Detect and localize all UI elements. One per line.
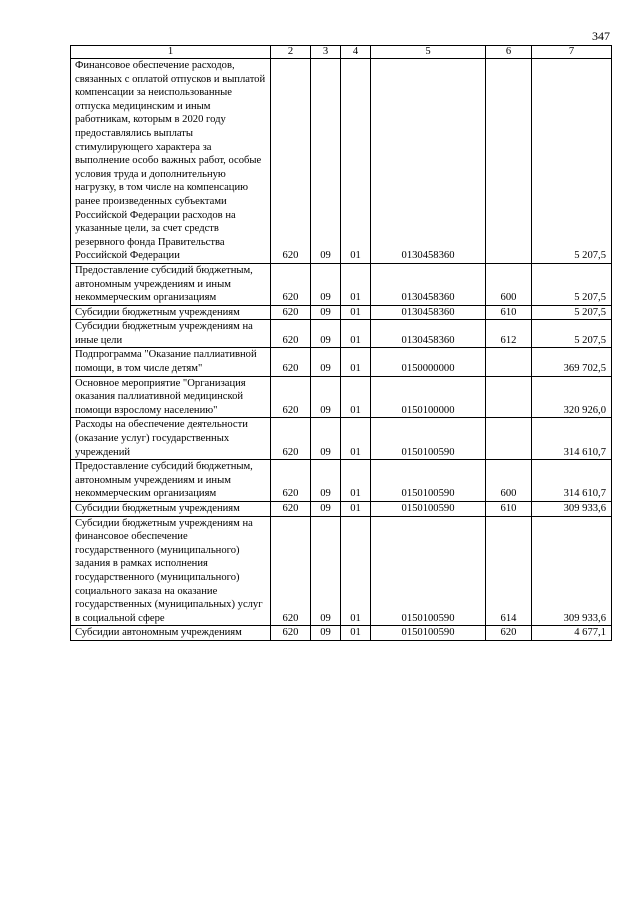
row-amount: 4 677,1 [532,626,612,641]
row-amount: 314 610,7 [532,418,612,460]
header-cell-4: 4 [341,46,371,59]
table-row [71,348,612,376]
row-section: 09 [311,59,341,264]
row-amount: 5 207,5 [532,305,612,320]
row-subsection: 01 [341,305,371,320]
row-amount: 369 702,5 [532,348,612,376]
header-cell-3: 3 [311,46,341,59]
row-ministry: 620 [271,418,311,460]
row-section: 09 [311,320,341,348]
row-name: Предоставление субсидий бюджетным, автономным учреждениям и иным некоммерческим организациям [71,263,271,305]
row-expense-type: 610 [486,305,532,320]
header-cell-5: 5 [371,46,486,59]
row-amount: 309 933,6 [532,516,612,626]
row-subsection: 01 [341,502,371,517]
row-section: 09 [311,516,341,626]
table-body [71,59,612,641]
row-subsection: 01 [341,626,371,641]
header-cell-1: 1 [71,46,271,59]
row-target-article: 0130458360 [371,320,486,348]
row-name: Субсидии бюджетным учреждениям на иные цели [71,320,271,348]
row-expense-type: 610 [486,502,532,517]
row-target-article: 0150100590 [371,418,486,460]
row-section: 09 [311,305,341,320]
table-row [71,263,612,305]
row-section: 09 [311,376,341,418]
row-amount: 320 926,0 [532,376,612,418]
row-amount: 5 207,5 [532,263,612,305]
row-ministry: 620 [271,348,311,376]
row-section: 09 [311,460,341,502]
row-subsection: 01 [341,320,371,348]
row-ministry: 620 [271,305,311,320]
row-ministry: 620 [271,376,311,418]
header-cell-7: 7 [532,46,612,59]
row-name: Расходы на обеспечение деятельности (оказание услуг) государственных учреждений [71,418,271,460]
row-name: Финансовое обеспечение расходов, связанных с оплатой отпусков и выплатой компенсации за неиспользованные отпуска медицинским и иным работникам, которым в 2020 году предоставлялись выплаты стимулирующего характера за выполнение особо важных работ, особые условия труда и дополнительную нагрузку, в том числе на компенсацию ранее произведенных субъектами Российской Федерации расходов на указанные цели, за счет средств резервного фонда Правительства Российской Федерации [71,59,271,264]
row-section: 09 [311,418,341,460]
row-expense-type [486,376,532,418]
table-row [71,460,612,502]
row-subsection: 01 [341,460,371,502]
header-cell-2: 2 [271,46,311,59]
row-amount: 309 933,6 [532,502,612,517]
table-row [71,626,612,641]
row-amount: 314 610,7 [532,460,612,502]
row-expense-type: 614 [486,516,532,626]
row-subsection: 01 [341,263,371,305]
row-subsection: 01 [341,376,371,418]
row-amount: 5 207,5 [532,59,612,264]
row-target-article: 0150100590 [371,516,486,626]
row-name: Субсидии бюджетным учреждениям [71,502,271,517]
row-section: 09 [311,502,341,517]
row-expense-type [486,59,532,264]
page-number: 347 [592,29,610,43]
row-name: Субсидии бюджетным учреждениям [71,305,271,320]
header-cell-6: 6 [486,46,532,59]
row-subsection: 01 [341,59,371,264]
row-target-article: 0150100590 [371,626,486,641]
row-ministry: 620 [271,59,311,264]
row-name: Субсидии автономным учреждениям [71,626,271,641]
row-ministry: 620 [271,516,311,626]
row-ministry: 620 [271,626,311,641]
table-row [71,59,612,264]
row-target-article: 0130458360 [371,263,486,305]
table-row [71,320,612,348]
row-ministry: 620 [271,263,311,305]
row-name: Субсидии бюджетным учреждениям на финансовое обеспечение государственного (муниципального) задания в рамках исполнения государственного (муниципального) социального заказа на оказание государственных (муниципальных) услуг в социальной сфере [71,516,271,626]
table-row [71,502,612,517]
row-amount: 5 207,5 [532,320,612,348]
row-target-article: 0130458360 [371,59,486,264]
table-row [71,516,612,626]
row-expense-type: 600 [486,263,532,305]
table-row [71,418,612,460]
row-section: 09 [311,626,341,641]
budget-table [70,45,612,641]
row-section: 09 [311,263,341,305]
row-subsection: 01 [341,348,371,376]
row-target-article: 0130458360 [371,305,486,320]
table-row [71,376,612,418]
row-expense-type [486,348,532,376]
row-name: Предоставление субсидий бюджетным, автономным учреждениям и иным некоммерческим организациям [71,460,271,502]
row-name: Подпрограмма "Оказание паллиативной помощи, в том числе детям" [71,348,271,376]
row-name: Основное мероприятие "Организация оказания паллиативной медицинской помощи взрослому населению" [71,376,271,418]
row-ministry: 620 [271,502,311,517]
table-header [71,46,612,59]
row-expense-type: 612 [486,320,532,348]
row-target-article: 0150100590 [371,460,486,502]
row-subsection: 01 [341,516,371,626]
row-ministry: 620 [271,320,311,348]
row-target-article: 0150000000 [371,348,486,376]
table-row [71,305,612,320]
row-ministry: 620 [271,460,311,502]
row-expense-type: 600 [486,460,532,502]
row-subsection: 01 [341,418,371,460]
row-target-article: 0150100000 [371,376,486,418]
row-section: 09 [311,348,341,376]
row-expense-type [486,418,532,460]
row-target-article: 0150100590 [371,502,486,517]
header-row [71,46,612,59]
row-expense-type: 620 [486,626,532,641]
